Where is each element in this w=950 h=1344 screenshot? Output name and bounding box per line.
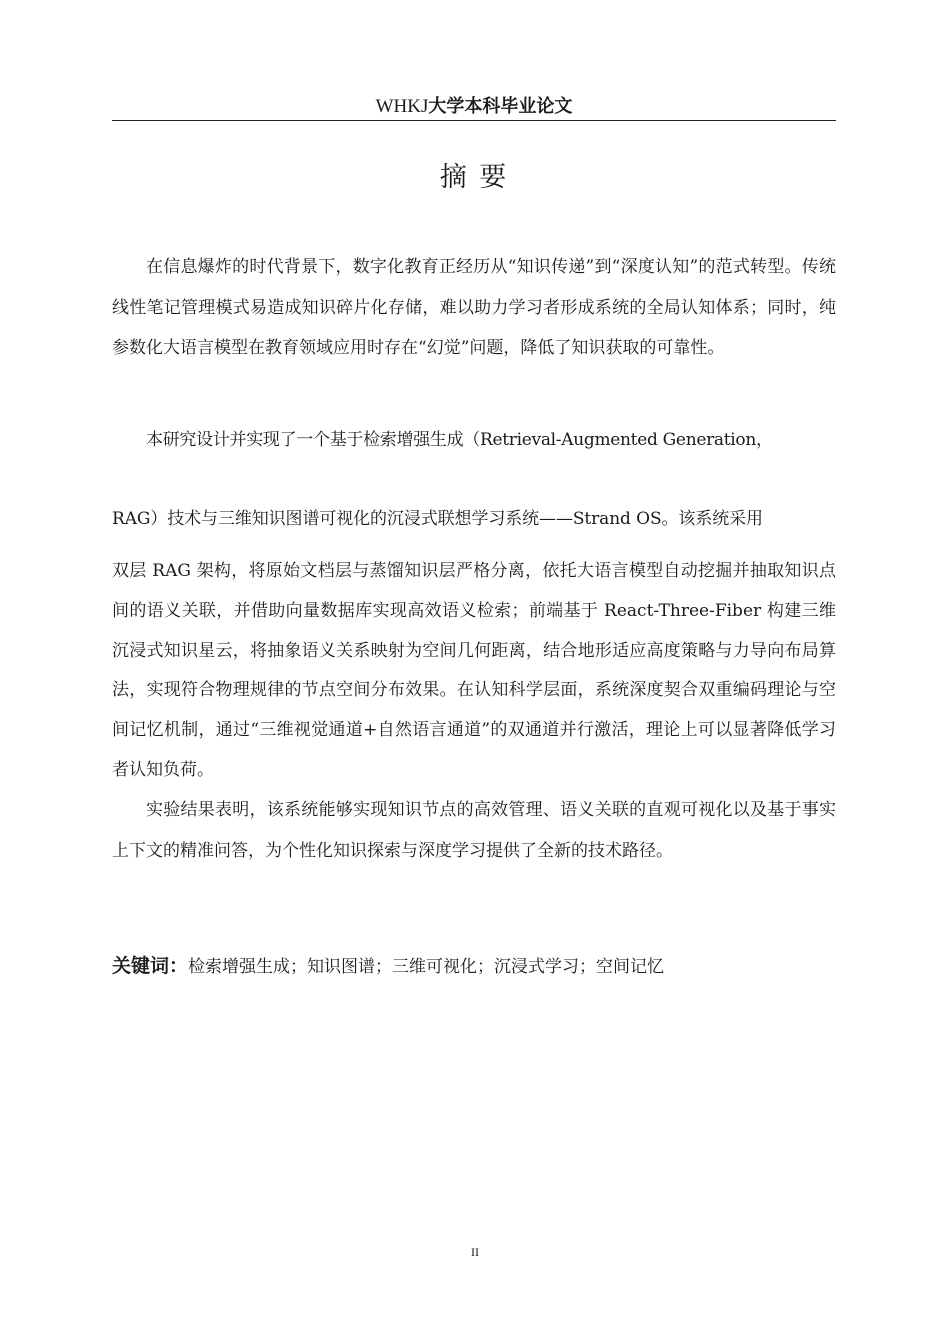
abstract-paragraph-2-line-1: 本研究设计并实现了一个基于检索增强生成（Retrieval-Augmented Generation， (146, 430, 773, 450)
header-school-code: WHKJ (375, 96, 429, 117)
keywords-text: 检索增强生成；知识图谱；三维可视化；沉浸式学习；空间记忆 (188, 957, 665, 977)
running-header (112, 94, 836, 120)
keywords-label: 关键词： (112, 955, 189, 977)
page-number: II (471, 1245, 479, 1259)
header-rule (112, 120, 836, 121)
abstract-title: 摘 要 (439, 162, 509, 193)
abstract-paragraph-3: 实验结果表明，该系统能够实现知识节点的高效管理、语义关联的直观可视化以及基于事实上下文的精准问答，为个性化知识探索与深度学习提供了全新的技术路径。 (112, 800, 836, 861)
abstract-paragraph-1: 在信息爆炸的时代背景下，数字化教育正经历从“知识传递”到“深度认知”的范式转型。传统线性笔记管理模式易造成知识碎片化存储，难以助力学习者形成系统的全局认知体系；同时，纯参数化大语言模型在教育领域应用时存在“幻觉”问题，降低了知识获取的可靠性。 (112, 257, 836, 358)
abstract-paragraph-2-body: 双层 RAG 架构，将原始文档层与蒸馏知识层严格分离，依托大语言模型自动挖掘并抽取知识点间的语义关联，并借助向量数据库实现高效语义检索；前端基于 React-Three-Fiber 构建三维沉浸式知识星云，将抽象语义关系映射为空间几何距离，结合地形适应高度策略与力导向布局算法，实现符合物理规律的节点空间分布效果。在认知科学层面，系统深度契合双重编码理论与空间记忆机制，通过“三维视觉通道+自然语言通道”的双通道并行激活，理论上可以显著降低学习者认知负荷。 (112, 561, 836, 780)
header-title: 大学本科毕业论文 (428, 96, 573, 117)
abstract-paragraph-2-line-2: RAG）技术与三维知识图谱可视化的沉浸式联想学习系统——Strand OS。该系统采用 (112, 509, 763, 529)
keywords-line (112, 946, 836, 987)
